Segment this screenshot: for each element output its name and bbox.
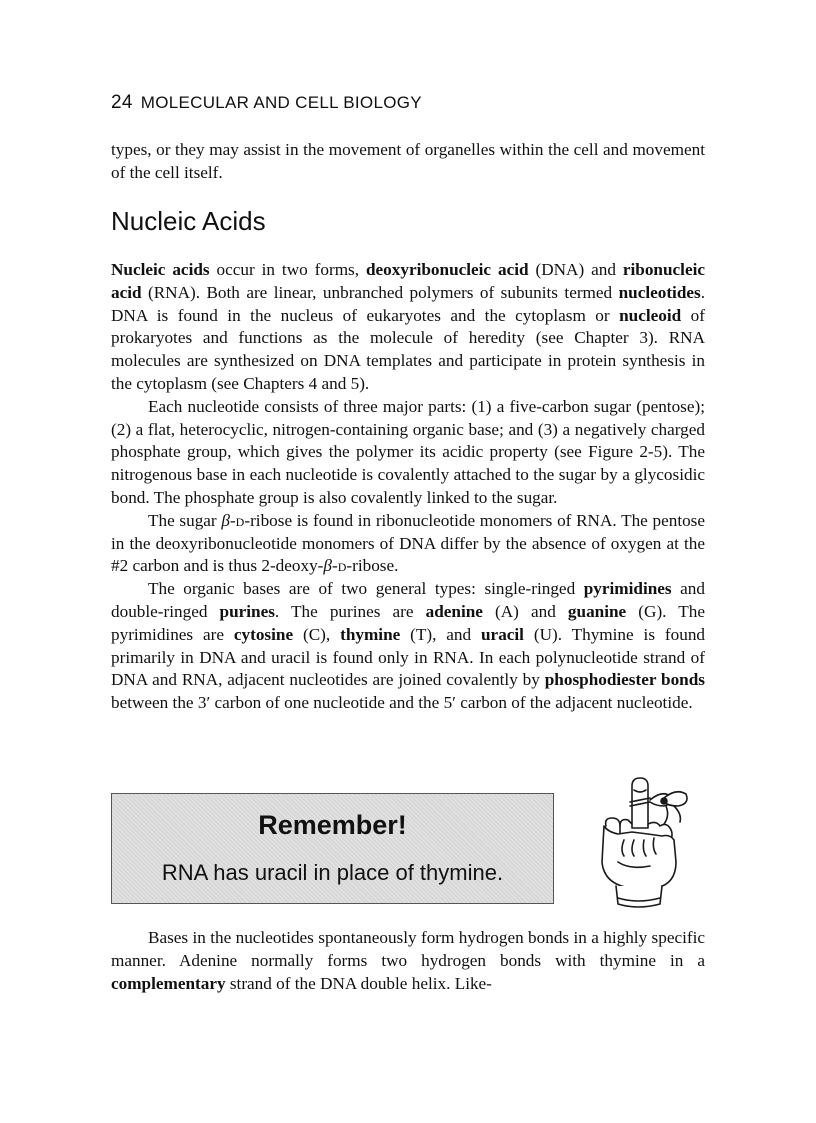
paragraph-hydrogen-bonds: Bases in the nucleotides spontaneously form hydrogen bonds in a highly specific manner. Adenine normally forms two hydrogen bonds with thymine in a complementary strand of the DNA double helix. Like- [111, 928, 705, 993]
term-adenine: adenine [425, 601, 483, 621]
term-guanine: guanine [567, 601, 627, 621]
term-complementary: complementary [111, 973, 226, 993]
running-header [111, 92, 422, 114]
remember-callout [111, 793, 554, 904]
term-nucleic-acids: Nucleic acids [111, 260, 210, 279]
remember-body: RNA has uracil in place of thymine. [161, 860, 504, 885]
nucleic-acids-body [111, 259, 705, 715]
hydrogen-bonds-body [111, 927, 705, 995]
term-uracil: uracil [481, 624, 524, 644]
section-heading: Nucleic Acids [111, 206, 266, 236]
paragraph-ribose: The sugar β-d-ribose is found in ribonucleotide monomers of RNA. The pentose in the deoxyribonucleotide monomers of DNA differ by the absence of oxygen at the #2 carbon and is thus 2-deoxy-β-d-ribose. [111, 510, 706, 576]
hand-string-reminder-icon [590, 776, 708, 916]
term-thymine: thymine [340, 624, 401, 644]
term-pyrimidines: pyrimidines [583, 579, 672, 599]
paragraph-nucleic-acids: Nucleic acids occur in two forms, deoxyribonucleic acid (DNA) and ribonucleic acid (RNA). Both are linear, unbranched polymers of subunits termed nucleotides. DNA is found in the nucleus of eukaryotes and the cytoplasm or nucleoid of prokaryotes and functions as the molecule of heredity (see Chapter 3). RNA molecules are synthesized on DNA templates and participate in protein synthesis in the cytoplasm (see Chapters 4 and 5). [111, 260, 705, 393]
paragraph-nucleotide-parts: Each nucleotide consists of three major parts: (1) a five-carbon sugar (pentose); (2) a flat, heterocyclic, nitrogen-containing organic base; and (3) a negatively charged phosphate group, which gives the polymer its acidic property (see Figure 2-5). The nitrogenous base in each nucleotide is covalently attached to the sugar by a glycosidic bond. The phosphate group is also covalently linked to the sugar. [111, 396, 705, 507]
paragraph-text: types, or they may assist in the movement of organelles within the cell and movement of the cell itself. [111, 140, 705, 182]
page-number: 24 [111, 92, 133, 113]
term-cytosine: cytosine [233, 624, 294, 644]
remember-title: Remember! [258, 810, 407, 840]
term-rna: ribonucleic acid [111, 260, 705, 302]
term-nucleoid: nucleoid [619, 305, 682, 325]
term-purines: purines [219, 601, 275, 621]
term-nucleotides: nucleotides [618, 282, 701, 302]
term-phosphodiester-bonds: phosphodiester bonds [544, 670, 705, 690]
running-title: MOLECULAR AND CELL BIOLOGY [140, 93, 422, 112]
term-dna: deoxyribonucleic acid [365, 260, 529, 279]
paragraph-bases: The organic bases are of two general types: single-ringed pyrimidines and double-ringed purines. The purines are adenine (A) and guanine (G). The pyrimidines are cytosine (C), thymine (T), and uracil (U). Thymine is found primarily in DNA and uracil is found only in RNA. In each polynucleotide strand of DNA and RNA, adjacent nucleotides are joined covalently by phosphodiester bonds between the 3′ carbon of one nucleotide and the 5′ carbon of the adjacent nucleotide. [111, 579, 706, 713]
continued-paragraph [111, 139, 705, 185]
